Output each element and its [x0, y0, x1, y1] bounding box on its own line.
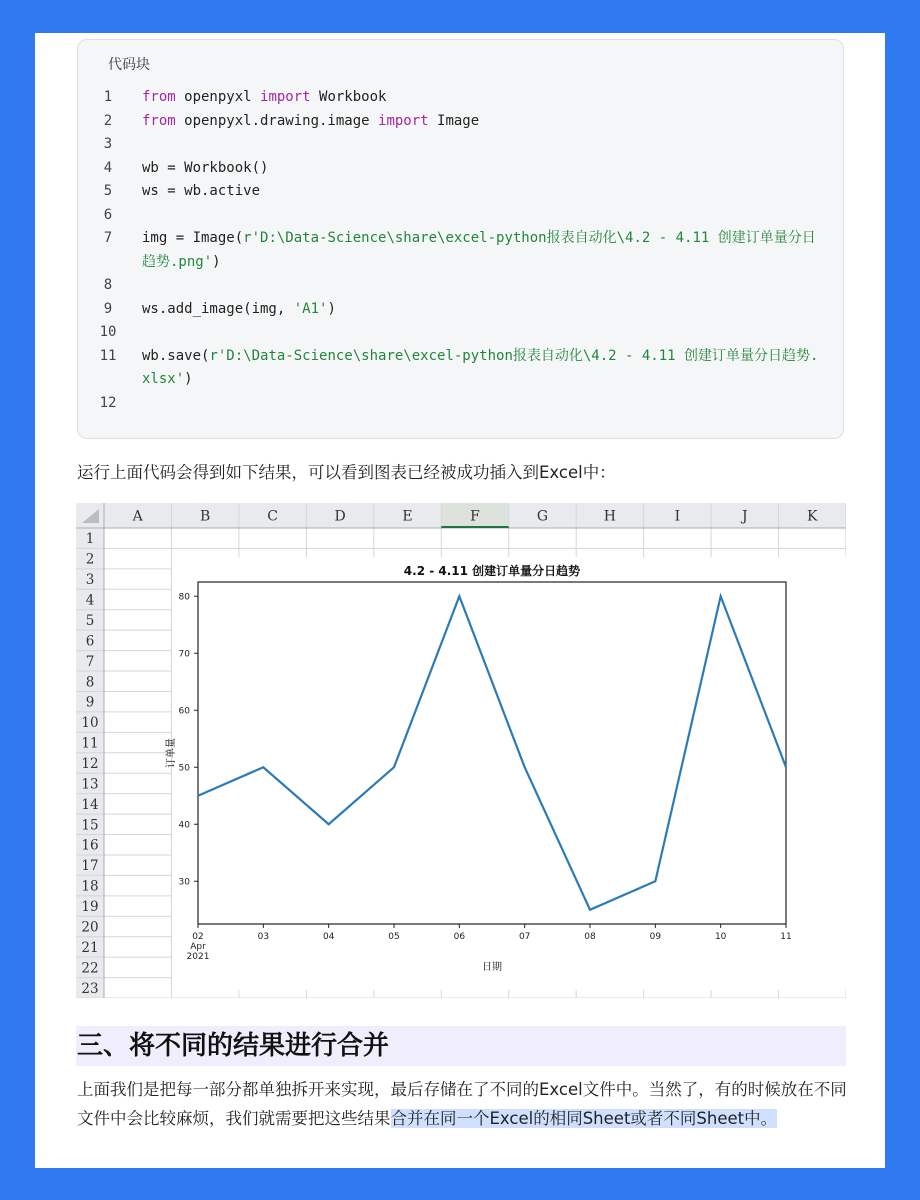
highlighted-text: 合并在同一个Excel的相同Sheet或者不同Sheet中。 [390, 1109, 778, 1128]
y-tick-label: 60 [178, 706, 190, 717]
row-header-17: 17 [81, 858, 99, 875]
row-header-11: 11 [81, 735, 99, 752]
code-text [138, 204, 843, 228]
chart-plot-frame [198, 582, 786, 924]
code-text: wb = Workbook() [142, 159, 269, 176]
code-line [78, 86, 843, 110]
code-block [77, 39, 844, 439]
line-number: 10 [99, 324, 117, 340]
code-text [138, 133, 843, 157]
column-header-f: F [470, 508, 480, 525]
column-header-k: K [807, 508, 818, 525]
y-axis-label: 订单量 [166, 738, 177, 768]
x-tick-label: 09 [649, 932, 662, 942]
code-line [78, 133, 843, 157]
paragraph-text: 上面我们是把每一部分都单独拆开来实现，最后存储在了不同的Excel文件中。当然了，有的时候放在不同文件中会比较麻烦，我们就需要把这些结果 [77, 1080, 847, 1128]
y-tick-label: 80 [178, 592, 190, 603]
line-number: 9 [103, 300, 113, 317]
code-line [78, 321, 843, 345]
code-line [78, 227, 843, 274]
code-text: img = Image(r'D:\Data-Science\share\excel-python报表自动化\4.2 - 4.11 创建订单量分日趋势.png') [142, 230, 816, 270]
row-header-20: 20 [81, 919, 99, 936]
column-header-i: I [674, 508, 681, 525]
excel-sheet-image [76, 503, 846, 998]
x-tick-label: 02 [192, 932, 204, 942]
column-header-d: D [334, 508, 346, 525]
column-header-j: J [742, 508, 748, 525]
y-tick-label: 70 [178, 649, 190, 660]
code-block-title: 代码块 [108, 57, 150, 73]
code-line [78, 180, 843, 204]
row-header-14: 14 [81, 796, 99, 813]
row-header-8: 8 [85, 674, 95, 691]
section-paragraph [77, 1075, 847, 1133]
x-tick-label: 10 [714, 932, 727, 942]
x-tick-sublabel: Apr [190, 942, 206, 952]
line-number: 6 [103, 206, 113, 223]
row-header-16: 16 [81, 837, 99, 854]
code-text: from openpyxl import Workbook [142, 89, 387, 105]
row-header-7: 7 [85, 653, 95, 670]
x-axis-label: 日期 [482, 962, 502, 973]
chart-title: 4.2 - 4.11 创建订单量分日趋势 [403, 564, 581, 578]
excel-screenshot [76, 503, 846, 998]
code-text [138, 274, 843, 298]
row-header-1: 1 [85, 531, 95, 548]
x-tick-label: 11 [780, 932, 792, 942]
line-number: 1 [103, 89, 113, 105]
column-header-b: B [200, 508, 211, 525]
column-header-e: E [402, 508, 413, 525]
code-text: from openpyxl.drawing.image import Image [142, 112, 480, 129]
y-tick-label: 30 [178, 877, 190, 888]
row-header-4: 4 [85, 592, 95, 609]
x-tick-label: 05 [388, 932, 400, 942]
line-number: 5 [103, 183, 113, 199]
column-header-g: G [536, 508, 549, 525]
code-text: wb.save(r'D:\Data-Science\share\excel-python报表自动化\4.2 - 4.11 创建订单量分日趋势.xlsx') [142, 347, 819, 387]
x-tick-label: 04 [322, 932, 335, 942]
line-number: 12 [99, 394, 117, 411]
line-number: 3 [103, 136, 113, 152]
code-line [78, 157, 843, 181]
result-description: 运行上面代码会得到如下结果，可以看到图表已经被成功插入到Excel中： [77, 463, 616, 482]
row-header-21: 21 [81, 939, 99, 956]
x-tick-label: 07 [518, 932, 531, 942]
code-lines [78, 86, 843, 415]
y-tick-label: 40 [178, 820, 190, 831]
x-tick-label: 03 [257, 932, 270, 942]
line-number: 8 [103, 277, 113, 293]
x-tick-sublabel: 2021 [186, 952, 210, 962]
row-header-13: 13 [81, 776, 99, 793]
code-line [78, 298, 843, 322]
row-header-5: 5 [85, 612, 95, 629]
row-header-23: 23 [81, 980, 99, 997]
row-header-15: 15 [81, 817, 99, 834]
line-number: 2 [103, 112, 113, 129]
code-line [78, 204, 843, 228]
row-header-9: 9 [85, 694, 95, 711]
article-page [35, 33, 885, 1168]
code-line [78, 274, 843, 298]
line-number: 7 [103, 230, 113, 246]
code-text: ws.add_image(img, 'A1') [142, 300, 336, 317]
column-header-c: C [267, 508, 278, 525]
x-tick-label: 06 [453, 932, 466, 942]
y-tick-label: 50 [178, 763, 190, 774]
code-text [138, 392, 843, 416]
row-header-22: 22 [81, 960, 99, 977]
column-header-h: H [603, 508, 617, 525]
row-header-6: 6 [85, 633, 95, 650]
code-line [78, 392, 843, 416]
line-number: 4 [103, 159, 113, 176]
row-header-12: 12 [81, 756, 99, 772]
code-text [138, 321, 843, 345]
row-header-10: 10 [81, 715, 99, 732]
code-line [78, 345, 843, 392]
column-header-a: A [132, 508, 143, 525]
line-number: 11 [99, 347, 117, 364]
row-header-18: 18 [81, 878, 99, 895]
code-line [78, 110, 843, 134]
row-header-19: 19 [81, 899, 99, 916]
x-tick-label: 08 [584, 932, 596, 942]
code-text: ws = wb.active [142, 183, 261, 199]
row-header-3: 3 [85, 572, 95, 589]
row-header-2: 2 [85, 551, 95, 568]
section-heading: 三、将不同的结果进行合并 [77, 1031, 390, 1061]
